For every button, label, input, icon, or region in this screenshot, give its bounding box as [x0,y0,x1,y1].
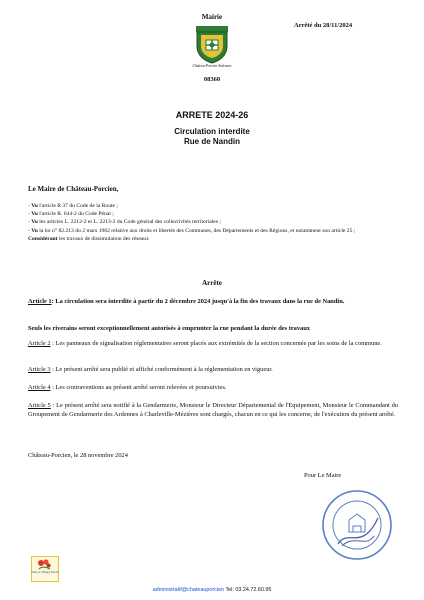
mairie-stamp-icon [320,488,394,562]
considerant-item: Considérant les travaux de dissimulation des réseaux [28,235,149,242]
postcode: 08360 [203,76,221,83]
place-date: Château-Porcien, le 28 novembre 2024 [28,452,128,459]
article-3: Article 3 : Le présent arrêté sera publié et affiché conformément à la réglementation en vigueur. [28,366,273,373]
riverains-note: Seuls les riverains seront exceptionnellement autorisés à emprunter la rue pendant la durée des travaux [28,325,310,332]
arrete-heading: Arrête [202,279,222,287]
arrete-date: Arrêté du 28/11/2024 [294,22,353,29]
arrete-subject: Circulation interdite [174,127,250,136]
fleuris-logo-text: Villes et Villages Fleuris [31,571,59,574]
signature-label: Pour Le Maire [304,472,342,479]
footer-email[interactable]: administratif@chateauporcien [152,587,225,593]
town-crest-icon [193,24,231,64]
arrete-number: ARRETE 2024-26 [175,110,249,120]
mairie-label: Mairie [201,13,223,21]
arrete-street: Rue de Nandin [183,137,240,146]
article-1: Article 1: La circulation sera interdite à partir du 2 décembre 2024 jusqu'à la fin des travaux dans la rue de Nandin. [28,298,345,305]
article-5: Article 5 : Le présent arrêté sera notifié à la Gendarmerie, Monsieur le Directeur Départemental de l'Equipement, Monsieur le Commandant du Groupement de Gendarmerie des Ardennes à Charleville-Mézières sont chargés, chacun en ce qui les concerne, de l'exécution du présent arrêté. [28,402,399,418]
footer-contact [0,587,424,593]
intro-line: Le Maire de Château-Porcien, [28,185,119,193]
vu-item: - Vu les articles L. 2212-2 et L. 2213-2 du Code général des collectivités territoriales ; [28,219,221,226]
vus-list [28,202,398,243]
vu-item: - Vu la loi n° 82.213 du 2 mars 1982 relative aux droits et libertés des Communes, des Départements et des Régions, et notamment son article 25 ; [28,227,356,234]
flower-icon [36,558,52,570]
footer-tel: Tel: 03.24.72.60.95 [224,587,272,593]
article-2: Article 2 : Les panneaux de signalisation réglementaires seront placés aux extrémités de la section concernée par les soins de la commune. [28,340,382,347]
town-crest-caption: Château-Porcien Ardennes [192,64,232,68]
article-4: Article 4 : Les contraventions au présent arrêté seront relevées et poursuivies. [28,384,227,391]
vu-item: - Vu l'article R 37 du Code de la Route ; [28,203,118,209]
vu-item: - Vu l'article R. 644-2 du Code Pénal ; [28,211,114,218]
